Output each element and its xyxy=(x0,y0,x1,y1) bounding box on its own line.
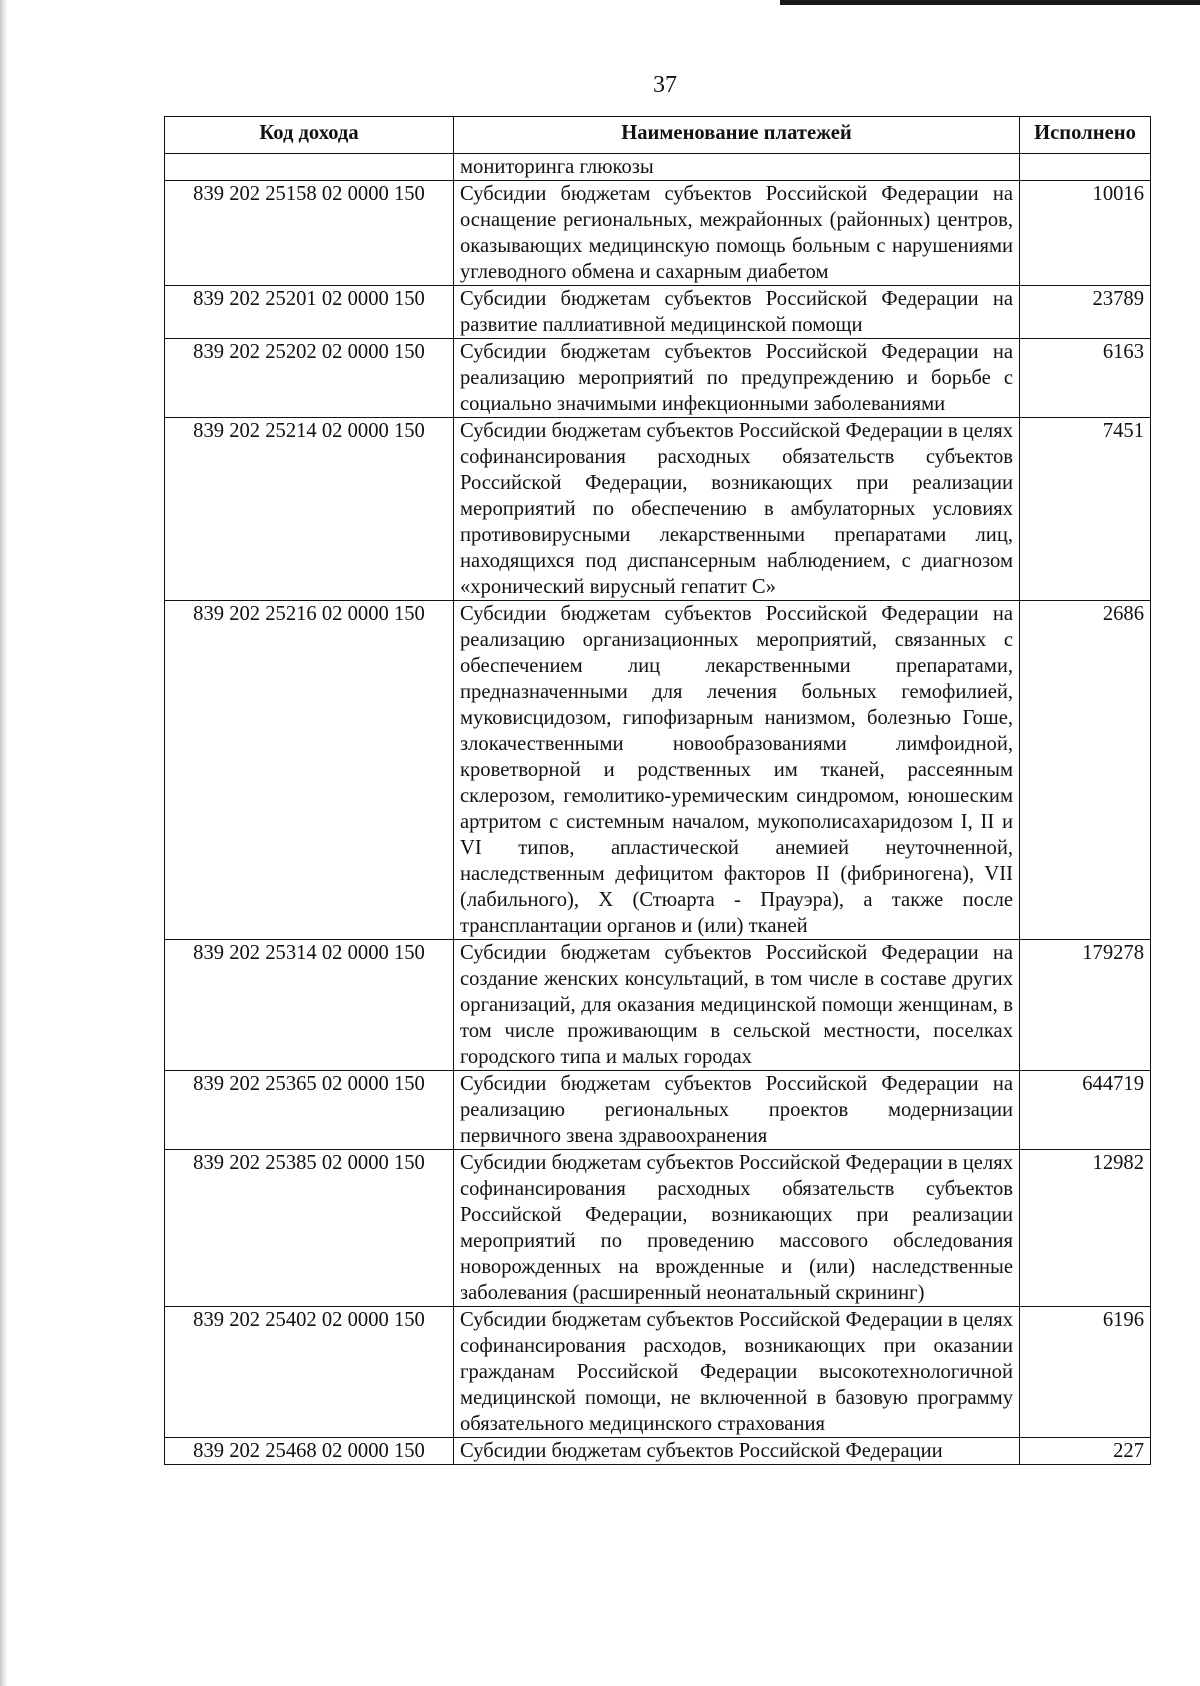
cell-amount: 10016 xyxy=(1020,181,1151,286)
cell-amount: 227 xyxy=(1020,1438,1151,1465)
cell-name: Субсидии бюджетам субъектов Российской Федерации в целях софинансирования расходов, возникающих при оказании гражданам Российской Федерации высокотехнологичной медицинской помощи, не включенной в базовую программу обязательного медицинского страхования xyxy=(454,1307,1020,1438)
cell-amount: 23789 xyxy=(1020,286,1151,339)
header-code: Код дохода xyxy=(165,117,454,154)
cell-name: Субсидии бюджетам субъектов Российской Федерации на оснащение региональных, межрайонных (районных) центров, оказывающих медицинскую помощь больным с нарушениями углеводного обмена и сахарным диабетом xyxy=(454,181,1020,286)
table-row xyxy=(165,940,1151,1071)
table-row xyxy=(165,1071,1151,1150)
cell-code: 839 202 25202 02 0000 150 xyxy=(165,339,454,418)
scan-edge-top xyxy=(780,0,1200,5)
cell-code: 839 202 25402 02 0000 150 xyxy=(165,1307,454,1438)
table-row xyxy=(165,418,1151,601)
cell-amount: 2686 xyxy=(1020,601,1151,940)
cell-name: Субсидии бюджетам субъектов Российской Федерации на реализацию региональных проектов модернизации первичного звена здравоохранения xyxy=(454,1071,1020,1150)
cell-name: Субсидии бюджетам субъектов Российской Федерации на создание женских консультаций, в том числе в составе других организаций, для оказания медицинской помощи женщинам, в том числе проживающим в сельской местности, поселках городского типа и малых городах xyxy=(454,940,1020,1071)
cell-amount: 6163 xyxy=(1020,339,1151,418)
cell-name: Субсидии бюджетам субъектов Российской Федерации на реализацию организационных мероприятий, связанных с обеспечением лиц лекарственными препаратами, предназначенными для лечения больных гемофилией, муковисцидозом, гипофизарным нанизмом, болезнью Гоше, злокачественными новообразованиями лимфоидной, кроветворной и родственных им тканей, рассеянным склерозом, гемолитико-уремическим синдромом, юношеским артритом с системным началом, мукополисахаридозом I, II и VI типов, апластической анемией неуточненной, наследственным дефицитом факторов II (фибриногена), VII (лабильного), X (Стюарта - Прауэра), а также после трансплантации органов и (или) тканей xyxy=(454,601,1020,940)
cell-amount: 7451 xyxy=(1020,418,1151,601)
cell-code: 839 202 25158 02 0000 150 xyxy=(165,181,454,286)
cell-code: 839 202 25201 02 0000 150 xyxy=(165,286,454,339)
cell-code: 839 202 25365 02 0000 150 xyxy=(165,1071,454,1150)
cell-amount: 6196 xyxy=(1020,1307,1151,1438)
table-row xyxy=(165,286,1151,339)
header-name: Наименование платежей xyxy=(454,117,1020,154)
cell-code: 839 202 25314 02 0000 150 xyxy=(165,940,454,1071)
cell-name: Субсидии бюджетам субъектов Российской Федерации на развитие паллиативной медицинской помощи xyxy=(454,286,1020,339)
table-row xyxy=(165,339,1151,418)
table-row xyxy=(165,154,1151,181)
header-amount: Исполнено xyxy=(1020,117,1151,154)
cell-name: мониторинга глюкозы xyxy=(454,154,1020,181)
cell-amount: 179278 xyxy=(1020,940,1151,1071)
cell-amount xyxy=(1020,154,1151,181)
cell-code: 839 202 25214 02 0000 150 xyxy=(165,418,454,601)
revenue-table xyxy=(164,116,1151,1465)
cell-name: Субсидии бюджетам субъектов Российской Федерации в целях софинансирования расходных обязательств субъектов Российской Федерации, возникающих при реализации мероприятий по проведению массового обследования новорожденных на врожденные и (или) наследственные заболевания (расширенный неонатальный скрининг) xyxy=(454,1150,1020,1307)
table-row xyxy=(165,1150,1151,1307)
cell-amount: 12982 xyxy=(1020,1150,1151,1307)
table-row xyxy=(165,601,1151,940)
cell-code: 839 202 25468 02 0000 150 xyxy=(165,1438,454,1465)
table-header-row xyxy=(165,117,1151,154)
table-row xyxy=(165,181,1151,286)
page-number: 37 xyxy=(653,72,677,98)
cell-name: Субсидии бюджетам субъектов Российской Федерации на реализацию мероприятий по предупреждению и борьбе с социально значимыми инфекционными заболеваниями xyxy=(454,339,1020,418)
scan-edge xyxy=(0,0,8,1686)
cell-amount: 644719 xyxy=(1020,1071,1151,1150)
table-row xyxy=(165,1438,1151,1465)
cell-name: Субсидии бюджетам субъектов Российской Федерации в целях софинансирования расходных обязательств субъектов Российской Федерации, возникающих при реализации мероприятий по обеспечению в амбулаторных условиях противовирусными лекарственными препаратами лиц, находящихся под диспансерным наблюдением, с диагнозом «хронический вирусный гепатит С» xyxy=(454,418,1020,601)
table-row xyxy=(165,1307,1151,1438)
cell-code xyxy=(165,154,454,181)
cell-code: 839 202 25385 02 0000 150 xyxy=(165,1150,454,1307)
cell-code: 839 202 25216 02 0000 150 xyxy=(165,601,454,940)
cell-name: Субсидии бюджетам субъектов Российской Федерации xyxy=(454,1438,1020,1465)
